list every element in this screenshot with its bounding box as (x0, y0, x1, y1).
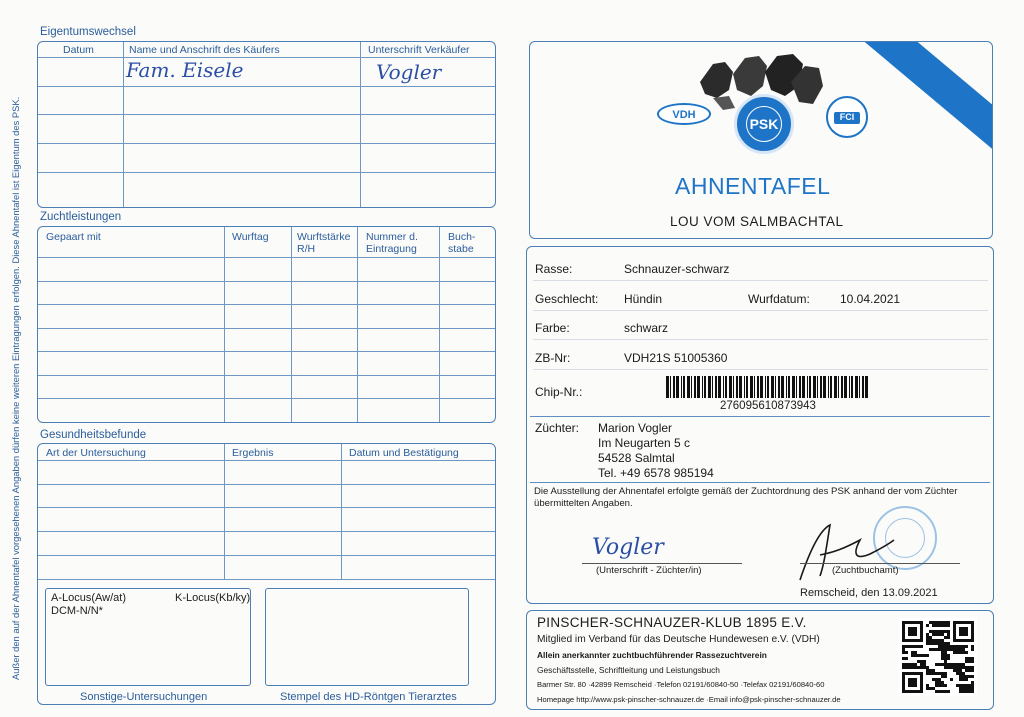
vet-stamp-box (265, 588, 469, 686)
breeder-signature-handwriting: Vogler (592, 535, 664, 560)
breeder-city: 54528 Salmtal (598, 451, 675, 465)
breeding-col-number: Nummer d. Eintragung (366, 231, 418, 255)
club-name: PINSCHER-SCHNAUZER-KLUB 1895 E.V. (537, 615, 807, 630)
breeding-col-strength: Wurftstärke R/H (297, 231, 351, 255)
birth-value: 10.04.2021 (840, 292, 901, 306)
dcm-result: DCM-N/N* (51, 605, 103, 617)
breeding-table (37, 226, 496, 423)
birth-label: Wurfdatum: (748, 292, 810, 306)
corner-ribbon (848, 41, 993, 169)
other-tests-caption: Sonstige-Untersuchungen (80, 691, 208, 703)
club-member-line: Mitglied im Verband für das Deutsche Hundewesen e.V. (VDH) (537, 634, 820, 645)
breeding-col-mated: Gepaart mit (46, 231, 101, 243)
vdh-label: VDH (672, 109, 696, 121)
ownership-col-buyer: Name und Anschrift des Käufers (129, 44, 280, 56)
k-locus-result: K-Locus(Kb/ky) (175, 592, 251, 604)
health-col-type: Art der Untersuchung (46, 447, 146, 459)
psk-label: PSK (749, 116, 779, 132)
chip-label: Chip-Nr.: (535, 385, 583, 399)
chip-number: 276095610873943 (720, 400, 816, 412)
psk-seal (734, 94, 794, 154)
zuchtbuchamt-caption: (Zuchtbuchamt) (832, 565, 899, 576)
breeder-phone: Tel. +49 6578 985194 (598, 466, 714, 480)
ownership-col-date: Datum (63, 44, 94, 56)
sex-label: Geschlecht: (535, 292, 599, 306)
sex-value: Hündin (624, 292, 663, 306)
color-label: Farbe: (535, 321, 570, 335)
qr-code (899, 618, 977, 696)
side-notice (10, 60, 21, 680)
seller-signature-handwriting: Vogler (376, 60, 442, 84)
zb-value: VDH21S 51005360 (624, 351, 728, 365)
side-notice-text: Außer den auf der Ahnentafel vorgesehenen Angaben dürfen keine weiteren Eintragungen erfolgen. Diese Ahnentafel ist Eigentum des PSK. (10, 96, 21, 680)
vet-stamp-caption: Stempel des HD-Röntgen Tierarztes (280, 691, 457, 703)
ownership-title: Eigentumswechsel (40, 26, 136, 38)
club-web-line: Homepage http://www.psk-pinscher-schnauzer.de ·Email info@psk-pinscher-schnauzer.de (537, 695, 841, 704)
breeder-signature-caption: (Unterschrift - Züchter/in) (596, 565, 702, 576)
fci-label: FCI (839, 112, 855, 122)
breeding-col-letter: Buch-stabe (448, 231, 476, 255)
breeder-name: Marion Vogler (598, 421, 673, 435)
breeding-col-litterday: Wurftag (232, 231, 269, 243)
statement-text: Die Ausstellung der Ahnentafel erfolgte gemäß der Zuchtordnung des PSK anhand der vom Züchter übermittelten Angaben. (534, 486, 958, 509)
chip-barcode (666, 376, 872, 398)
breeding-title: Zuchtleistungen (40, 211, 122, 223)
breed-value: Schnauzer-schwarz (624, 262, 730, 276)
dog-name: LOU VOM SALMBACHTAL (670, 214, 844, 229)
color-value: schwarz (624, 321, 669, 335)
zuchtbuchamt-signature (790, 510, 900, 590)
health-col-date: Datum und Bestätigung (349, 447, 459, 459)
a-locus-result: A-Locus(Aw/at) (51, 592, 126, 604)
health-title: Gesundheitsbefunde (40, 429, 147, 441)
place-date: Remscheid, den 13.09.2021 (800, 587, 938, 599)
document-title: AHNENTAFEL (675, 173, 831, 199)
vdh-badge (657, 103, 711, 125)
zb-label: ZB-Nr: (535, 351, 571, 365)
breed-label: Rasse: (535, 262, 573, 276)
breeder-street: Im Neugarten 5 c (598, 436, 691, 450)
health-col-result: Ergebnis (232, 447, 274, 459)
fci-badge (826, 96, 868, 138)
breeder-label: Züchter: (535, 421, 580, 435)
club-office-line: Geschäftsstelle, Schriftleitung und Leistungsbuch (537, 665, 720, 675)
club-sole-line: Allein anerkannter zuchtbuchführender Rassezuchtverein (537, 650, 767, 660)
buyer-handwriting: Fam. Eisele (126, 58, 244, 82)
club-address-line: Barmer Str. 80 ·42899 Remscheid ·Telefon 02191/60840-50 ·Telefax 02191/60840-60 (537, 680, 825, 689)
ownership-col-signature: Unterschrift Verkäufer (368, 44, 470, 56)
